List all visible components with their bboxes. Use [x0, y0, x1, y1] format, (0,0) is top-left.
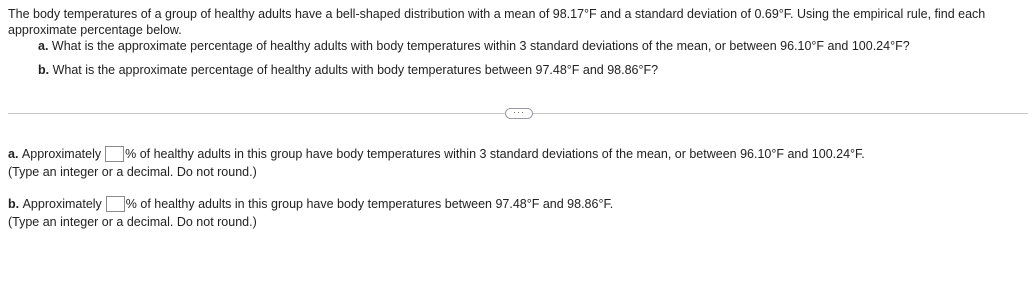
answer-a-block	[8, 145, 1028, 180]
answer-b-input[interactable]	[106, 196, 125, 212]
answer-a-prefix: Approximately	[21, 147, 102, 161]
answer-b-line	[8, 195, 1028, 213]
answer-a-input[interactable]	[105, 146, 124, 162]
question-part-b	[38, 62, 1028, 78]
question-part-a	[38, 38, 1028, 54]
question-part-a-text: What is the approximate percentage of healthy adults with body temperatures within 3 standard deviations of the mean, or between 96.10°F and 100.24°F?	[51, 39, 910, 53]
question-intro: The body temperatures of a group of healthy adults have a bell-shaped distribution with a mean of 98.17°F and a standard deviation of 0.69°F. Using the empirical rule, find each approximate percentage below.	[8, 7, 986, 37]
answer-a-letter: a.	[8, 147, 19, 161]
answer-b-hint: (Type an integer or a decimal. Do not round.)	[8, 215, 257, 229]
question-part-b-text: What is the approximate percentage of healthy adults with body temperatures between 97.48°F and 98.86°F?	[52, 63, 659, 77]
answer-b-letter: b.	[8, 197, 20, 211]
answer-a-line	[8, 145, 1028, 163]
answer-b-block	[8, 195, 1028, 230]
ellipsis-icon: ···	[513, 106, 525, 117]
question-part-a-letter: a.	[38, 39, 49, 53]
question-block	[8, 6, 1028, 78]
question-part-b-letter: b.	[38, 63, 50, 77]
answer-a-hint: (Type an integer or a decimal. Do not round.)	[8, 165, 257, 179]
answer-b-suffix: % of healthy adults in this group have body temperatures between 97.48°F and 98.86°F.	[125, 197, 614, 211]
answer-b-prefix: Approximately	[22, 197, 102, 211]
expand-more-button[interactable]	[505, 108, 533, 119]
answer-a-suffix: % of healthy adults in this group have body temperatures within 3 standard deviations of the mean, or between 96.10°F and 100.24°F.	[125, 147, 865, 161]
